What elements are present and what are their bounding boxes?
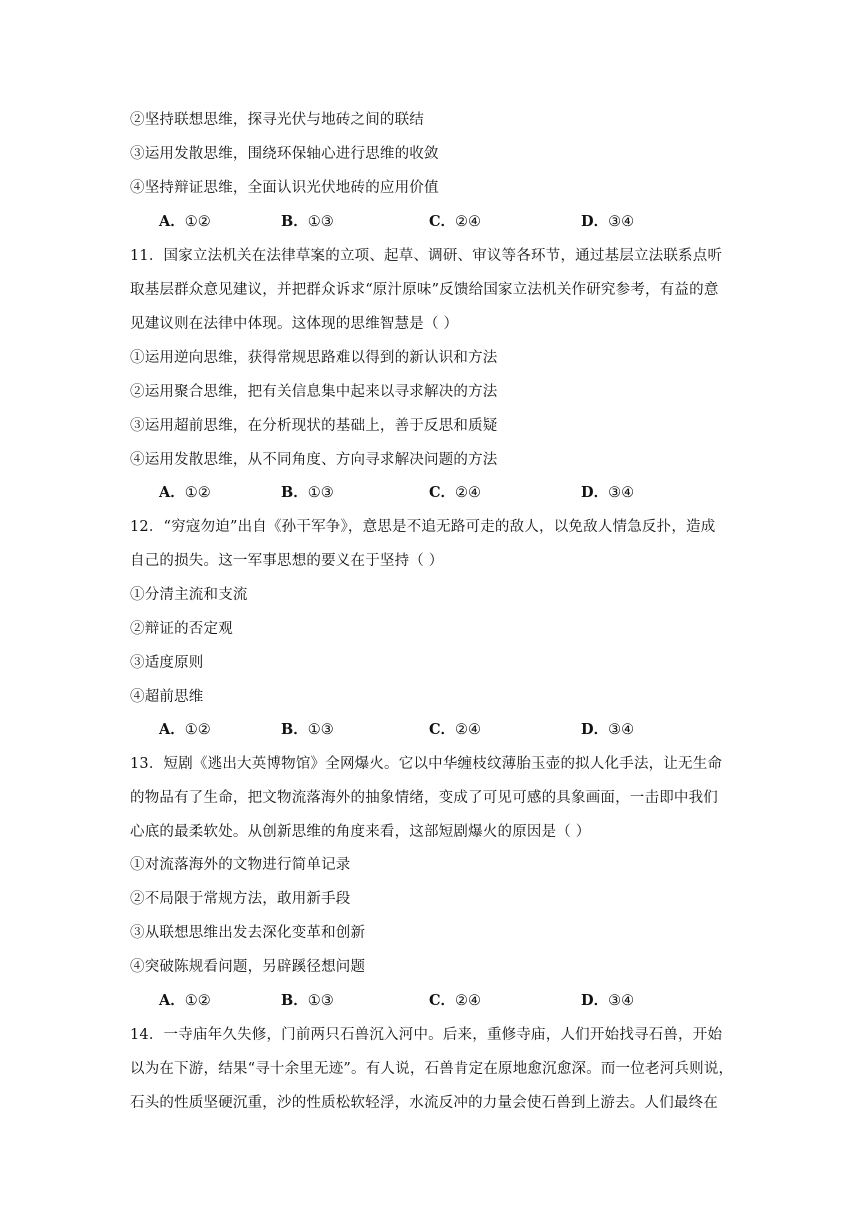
q12-statement-4: ④超前思维 (130, 689, 204, 705)
q13-option-a: A．①② (159, 992, 211, 1009)
q13-statement-1: ①对流落海外的文物进行简单记录 (130, 857, 351, 873)
q11-statement-4: ④运用发散思维，从不同角度、方向寻求解决问题的方法 (130, 452, 498, 468)
q13-statement-4: ④突破陈规看问题，另辟蹊径想问题 (130, 959, 366, 975)
q12-stem-line-2: 自己的损失。这一军事思想的要义在于坚持（ ） (130, 553, 444, 569)
q10-statement-2: ②坚持联想思维，探寻光伏与地砖之间的联结 (130, 112, 424, 128)
q11-option-b: B．①③ (281, 484, 334, 501)
q14-stem-line-1: 14．一寺庙年久失修，门前两只石兽沉入河中。后来，重修寺庙，人们开始找寻石兽，开始 (130, 1027, 723, 1043)
q11-stem-line-3: 见建议则在法律中体现。这体现的思维智慧是（ ） (130, 316, 459, 332)
q12-options (159, 720, 719, 740)
q13-option-b: B．①③ (281, 992, 334, 1009)
q11-statement-2: ②运用聚合思维，把有关信息集中起来以寻求解决的方法 (130, 384, 498, 400)
q11-option-a: A．①② (159, 484, 211, 501)
q13-option-d: D．③④ (581, 992, 635, 1009)
q13-stem-line-2: 的物品有了生命，把文物流落海外的抽象情绪，变成了可见可感的具象画面，一击即中我们 (130, 790, 718, 806)
q13-option-c: C．②④ (429, 992, 482, 1009)
q10-statement-3: ③运用发散思维，围绕环保轴心进行思维的收敛 (130, 146, 439, 162)
q10-statement-4: ④坚持辩证思维，全面认识光伏地砖的应用价值 (130, 180, 439, 196)
q13-stem-line-1: 13．短剧《逃出大英博物馆》全网爆火。它以中华缠枝纹薄胎玉壶的拟人化手法，让无生命 (130, 756, 723, 772)
q11-statement-1: ①运用逆向思维，获得常规思路难以得到的新认识和方法 (130, 350, 498, 366)
q10-option-a: A．①② (159, 213, 211, 230)
q12-statement-3: ③适度原则 (130, 655, 204, 671)
q12-option-b: B．①③ (281, 721, 334, 738)
q12-stem-line-1: 12．“穷寇勿迫”出自《孙干军争》，意思是不追无路可走的敌人，以免敌人情急反扑，造成 (130, 519, 716, 535)
q14-stem-line-2: 以为在下游，结果“寻十余里无迹”。有人说，石兽肯定在原地愈沉愈深。而一位老河兵则说， (130, 1061, 734, 1077)
q11-option-c: C．②④ (429, 484, 482, 501)
q14-stem-line-3: 石头的性质坚硬沉重，沙的性质松软轻浮，水流反冲的力量会使石兽到上游去。人们最终在 (130, 1095, 718, 1111)
q12-statement-1: ①分清主流和支流 (130, 587, 248, 603)
q11-options (159, 483, 719, 503)
q12-option-d: D．③④ (581, 721, 635, 738)
q10-option-b: B．①③ (281, 213, 334, 230)
q13-options (159, 991, 719, 1011)
q12-option-a: A．①② (159, 721, 211, 738)
q13-stem-line-3: 心底的最柔软处。从创新思维的角度来看，这部短剧爆火的原因是（ ） (130, 824, 591, 840)
q11-stem-line-1: 11．国家立法机关在法律草案的立项、起草、调研、审议等各环节，通过基层立法联系点听 (130, 248, 723, 264)
q13-statement-2: ②不局限于常规方法，敢用新手段 (130, 891, 351, 907)
q10-options (159, 212, 719, 232)
q12-option-c: C．②④ (429, 721, 482, 738)
q11-statement-3: ③运用超前思维，在分析现状的基础上，善于反思和质疑 (130, 418, 498, 434)
q11-stem-line-2: 取基层群众意见建议，并把群众诉求“原汁原味”反馈给国家立法机关作研究参考，有益的意 (130, 282, 719, 298)
q13-statement-3: ③从联想思维出发去深化变革和创新 (130, 925, 366, 941)
q12-statement-2: ②辩证的否定观 (130, 621, 233, 637)
q10-option-d: D．③④ (581, 213, 635, 230)
q10-option-c: C．②④ (429, 213, 482, 230)
q11-option-d: D．③④ (581, 484, 635, 501)
